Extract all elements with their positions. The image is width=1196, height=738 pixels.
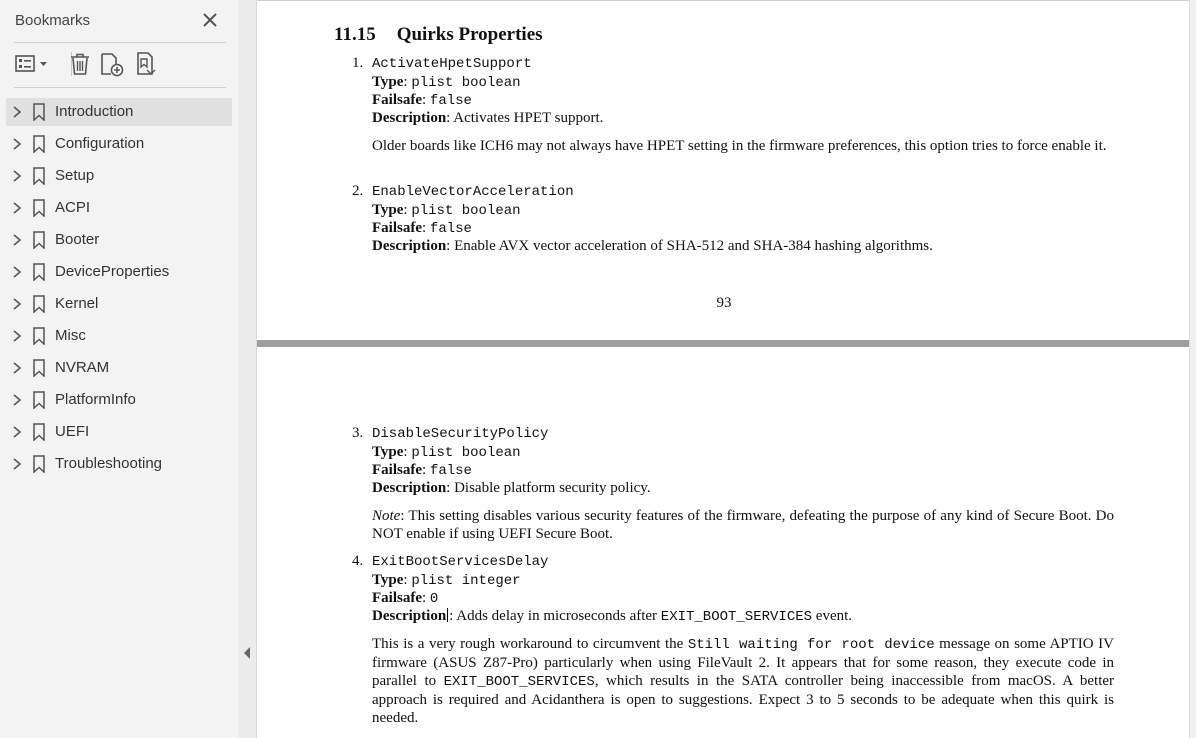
bookmark-item-kernel[interactable] <box>6 290 232 318</box>
bookmark-label: UEFI <box>55 423 90 440</box>
close-icon[interactable] <box>200 10 220 30</box>
description-text: Activates HPET support. <box>453 110 604 126</box>
failsafe-value: false <box>429 463 472 479</box>
description-label: Description <box>372 480 447 496</box>
failsafe-label: Failsafe <box>372 220 422 236</box>
sidebar-title: Bookmarks <box>15 12 91 29</box>
extra-text: This is a very rough workaround to circumvent the <box>372 636 688 652</box>
quirk-item-4: 4. ExitBootServicesDelay Type: plist integer Failsafe: 0 Description : Adds delay in microseconds after EXIT_BOOT_SERVICES event. <box>372 553 1114 625</box>
bookmark-label: PlatformInfo <box>55 391 136 408</box>
type-value: plist boolean <box>411 203 521 219</box>
bookmark-label: Misc <box>55 327 86 344</box>
description-text: Adds delay in microseconds after <box>456 608 661 624</box>
quirk-4-extra <box>372 635 1114 727</box>
bookmark-label: NVRAM <box>55 359 110 376</box>
chevron-right-icon[interactable] <box>11 297 23 311</box>
bookmark-label: Kernel <box>55 295 99 312</box>
bookmark-item-booter[interactable] <box>6 226 232 254</box>
sidebar-splitter[interactable] <box>238 0 257 738</box>
collapse-left-icon[interactable] <box>243 646 251 660</box>
item-number: 4. <box>352 553 364 569</box>
list-options-icon[interactable] <box>14 50 50 78</box>
extra-text: , which results in the SATA controller being inaccessible from macOS. A better approach is required and Acidanthera is open to suggestions. Expect 3 to 5 seconds to be adequate when this quirk is needed. <box>372 673 1115 726</box>
section-heading <box>334 24 543 46</box>
bookmark-item-deviceproperties[interactable] <box>6 258 232 286</box>
sidebar-divider-2 <box>14 87 226 88</box>
quirk-item-2: 2. EnableVectorAcceleration Type: plist boolean Failsafe: false Description: Enable AVX vector acceleration of SHA-512 and SHA-384 hashing algorithms. <box>372 183 1114 255</box>
type-value: plist integer <box>411 573 521 589</box>
bookmark-item-setup[interactable] <box>6 162 232 190</box>
quirk-3-note: Note: This setting disables various security features of the firmware, defeating the purpose of any kind of Secure Boot. Do NOT enable if using UEFI Secure Boot. <box>372 508 1114 542</box>
quirk-1-extra: Older boards like ICH6 may not always have HPET setting in the firmware preferences, this option tries to force enable it. <box>372 138 1107 154</box>
bookmark-icon <box>32 391 46 409</box>
chevron-right-icon[interactable] <box>11 425 23 439</box>
bookmark-page-icon[interactable] <box>132 50 160 78</box>
description-label: Description <box>372 238 447 254</box>
bookmark-item-introduction[interactable] <box>6 98 232 126</box>
item-number: 1. <box>352 55 364 71</box>
extra-code: Still waiting for root device <box>687 637 935 653</box>
failsafe-value: false <box>429 221 472 237</box>
bookmark-item-nvram[interactable] <box>6 354 232 382</box>
bookmark-icon <box>32 423 46 441</box>
chevron-right-icon[interactable] <box>11 393 23 407</box>
chevron-right-icon[interactable] <box>11 329 23 343</box>
bookmarks-toolbar <box>14 50 226 80</box>
chevron-right-icon[interactable] <box>11 137 23 151</box>
item-number: 3. <box>352 425 364 441</box>
text-cursor <box>447 608 448 622</box>
quirk-name: ActivateHpetSupport <box>372 56 532 72</box>
bookmark-icon <box>32 167 46 185</box>
failsafe-value: 0 <box>429 591 439 607</box>
chevron-right-icon[interactable] <box>11 361 23 375</box>
viewer-right-edge <box>1189 0 1196 738</box>
failsafe-label: Failsafe <box>372 92 422 108</box>
failsafe-label: Failsafe <box>372 590 422 606</box>
bookmark-item-uefi[interactable] <box>6 418 232 446</box>
bookmark-icon <box>32 359 46 377</box>
section-title: Quirks Properties <box>396 24 543 45</box>
type-label: Type <box>372 444 404 460</box>
bookmark-label: Booter <box>55 231 100 248</box>
chevron-right-icon[interactable] <box>11 457 23 471</box>
bookmark-item-configuration[interactable] <box>6 130 232 158</box>
bookmark-icon <box>32 231 46 249</box>
bookmark-icon <box>32 199 46 217</box>
quirk-name: EnableVectorAcceleration <box>372 184 574 200</box>
type-value: plist boolean <box>411 75 521 91</box>
chevron-right-icon[interactable] <box>11 169 23 183</box>
failsafe-label: Failsafe <box>372 462 422 478</box>
description-text-end: event. <box>812 608 853 624</box>
section-number: 11.15 <box>334 24 376 45</box>
bookmark-icon <box>32 263 46 281</box>
extra-code: EXIT_BOOT_SERVICES <box>443 674 595 690</box>
add-bookmark-icon[interactable] <box>98 50 126 78</box>
bookmark-label: Introduction <box>55 103 134 120</box>
bookmark-label: Setup <box>55 167 95 184</box>
bookmark-label: Troubleshooting <box>55 455 163 472</box>
page-top-border <box>257 0 1189 1</box>
chevron-right-icon[interactable] <box>11 265 23 279</box>
quirk-item-3: 3. DisableSecurityPolicy Type: plist boolean Failsafe: false Description: Disable platform security policy. <box>372 425 1114 497</box>
chevron-right-icon[interactable] <box>11 201 23 215</box>
page-separator <box>257 340 1189 347</box>
trash-icon[interactable] <box>66 50 94 78</box>
type-label: Type <box>372 74 404 90</box>
bookmark-icon <box>32 327 46 345</box>
bookmark-icon <box>32 295 46 313</box>
quirk-name: ExitBootServicesDelay <box>372 554 549 570</box>
bookmark-item-troubleshooting[interactable] <box>6 450 232 478</box>
type-label: Type <box>372 202 404 218</box>
item-number: 2. <box>352 183 364 199</box>
description-text: Disable platform security policy. <box>454 480 651 496</box>
quirk-name: DisableSecurityPolicy <box>372 426 549 442</box>
bookmark-label: DeviceProperties <box>55 263 170 280</box>
extra-text: message on some APTIO IV firmware (ASUS Z87-Pro) particularly when using FileVault 2. It appears that for some reason, they execute code in parallel to <box>372 636 1115 689</box>
description-code: EXIT_BOOT_SERVICES <box>660 609 813 625</box>
bookmark-label: Configuration <box>55 135 145 152</box>
bookmark-icon <box>32 455 46 473</box>
note-label: Note <box>372 508 401 524</box>
type-label: Type <box>372 572 404 588</box>
sidebar-divider <box>14 42 226 43</box>
page-number: 93 <box>716 295 732 311</box>
bookmark-item-platforminfo[interactable] <box>6 386 232 414</box>
description-label: Description <box>372 608 447 624</box>
bookmark-icon <box>32 135 46 153</box>
description-text: Enable AVX vector acceleration of SHA-512 and SHA-384 hashing algorithms. <box>454 238 933 254</box>
chevron-right-icon[interactable] <box>11 105 23 119</box>
type-value: plist boolean <box>411 445 521 461</box>
bookmarks-sidebar <box>0 0 239 738</box>
note-text: This setting disables various security features of the firmware, defeating the purpose of any kind of Secure Boot. Do NOT enable if using UEFI Secure Boot. <box>372 508 1114 542</box>
bookmark-label: ACPI <box>55 199 91 216</box>
bookmark-item-acpi[interactable] <box>6 194 232 222</box>
description-label: Description <box>372 110 447 126</box>
bookmark-icon <box>32 103 46 121</box>
failsafe-value: false <box>429 93 472 109</box>
chevron-right-icon[interactable] <box>11 233 23 247</box>
bookmark-item-misc[interactable] <box>6 322 232 350</box>
quirk-item-1: 1. ActivateHpetSupport Type: plist boolean Failsafe: false Description: Activates HPET support. <box>372 55 1114 127</box>
